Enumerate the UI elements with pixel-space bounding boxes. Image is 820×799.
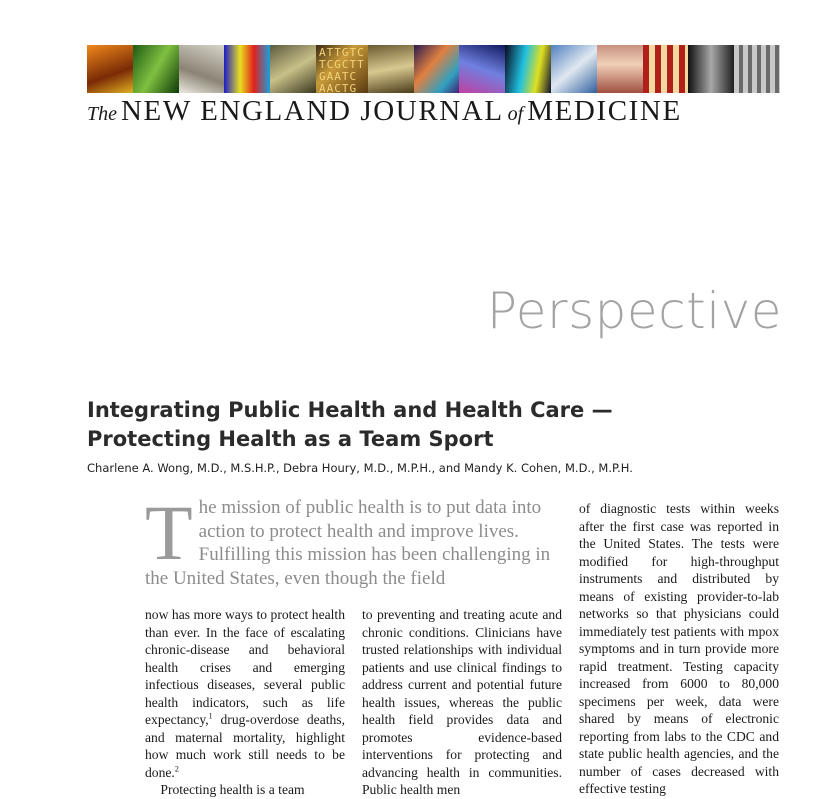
- masthead-name: NEW ENGLAND JOURNAL: [121, 95, 504, 127]
- body-column-2: to preventing and treating acute and chronic conditions. Clinicians have trusted relationships with individual patients and use clinical findings to address current and potential future health issues, whereas the public health field provides data and promotes evidence-based interventions for protecting and advancing health in communities. Public health men: [362, 607, 562, 797]
- title-line-1: Integrating Public Health and Health Care —: [87, 398, 613, 422]
- dna-letters-2: TCGCTT: [318, 58, 365, 71]
- title-line-2: Protecting Health as a Team Sport: [87, 427, 494, 451]
- citation-2: 2: [174, 763, 179, 773]
- journal-masthead: [87, 95, 780, 129]
- banner-tile-5: [270, 45, 316, 93]
- banner-tile-7: [368, 45, 414, 93]
- banner-tile-1: [87, 45, 133, 93]
- section-label: Perspective: [486, 282, 782, 340]
- drop-cap: T: [145, 489, 193, 576]
- banner-tile-10: [505, 45, 551, 93]
- banner-tile-2: [133, 45, 179, 93]
- banner-tile-13: [643, 45, 689, 93]
- article-authors: Charlene A. Wong, M.D., M.S.H.P., Debra Houry, M.D., M.P.H., and Mandy K. Cohen, M.D., M.P.H.: [87, 461, 633, 475]
- banner-tile-4: [224, 45, 270, 93]
- banner-tile-12: [597, 45, 643, 93]
- citation-1: 1: [208, 711, 213, 721]
- col1-text-c: Protecting health is a team: [157, 782, 305, 797]
- dna-letters-4: AACTG: [318, 82, 358, 93]
- body-column-3: of diagnostic tests within weeks after the first case was reported in the United States. The tests were modified for high-throughput instruments and distributed by means of existing provider-to-lab networks so that physicians could immediately test patients with mpox symptoms and in turn provide more rapid treatment. Testing capacity increased from 6000 to 80,000 specimens per week, data were shared by means of electronic reporting from labs to the CDC and state public health agencies, and the number of cases decreased with effective testing: [579, 501, 779, 796]
- banner-tile-15: [734, 45, 780, 93]
- banner-tile-9: [459, 45, 505, 93]
- col1-text-b: drug-overdose deaths, and maternal mortality, highlight how much work still needs to be done.: [145, 712, 345, 780]
- banner-tile-14: [688, 45, 734, 93]
- dna-letters-1: ATTGTC: [318, 46, 365, 59]
- banner-tile-3: [179, 45, 225, 93]
- banner-tile-11: [551, 45, 597, 93]
- masthead-medicine: MEDICINE: [527, 95, 682, 127]
- banner-tile-8: [414, 45, 460, 93]
- col1-text-a: now has more ways to protect health than ever. In the face of escalating chronic-disease and behavioral health crises and emerging infectious diseases, several public health indicators, such as life expectancy,: [145, 607, 345, 727]
- journal-banner-mosaic: [87, 45, 780, 93]
- masthead-of: of: [507, 103, 524, 125]
- lead-paragraph: [145, 489, 555, 590]
- dna-letters-3: GAATC: [318, 70, 358, 83]
- body-column-1: [145, 606, 345, 799]
- lead-text: he mission of public health is to put data into action to protect health and improve lives. Fulfilling this mission has been challenging in the United States, even though the field: [145, 497, 551, 589]
- article-title: [87, 396, 707, 454]
- masthead-the: The: [87, 103, 117, 125]
- banner-tile-dna: [316, 45, 368, 93]
